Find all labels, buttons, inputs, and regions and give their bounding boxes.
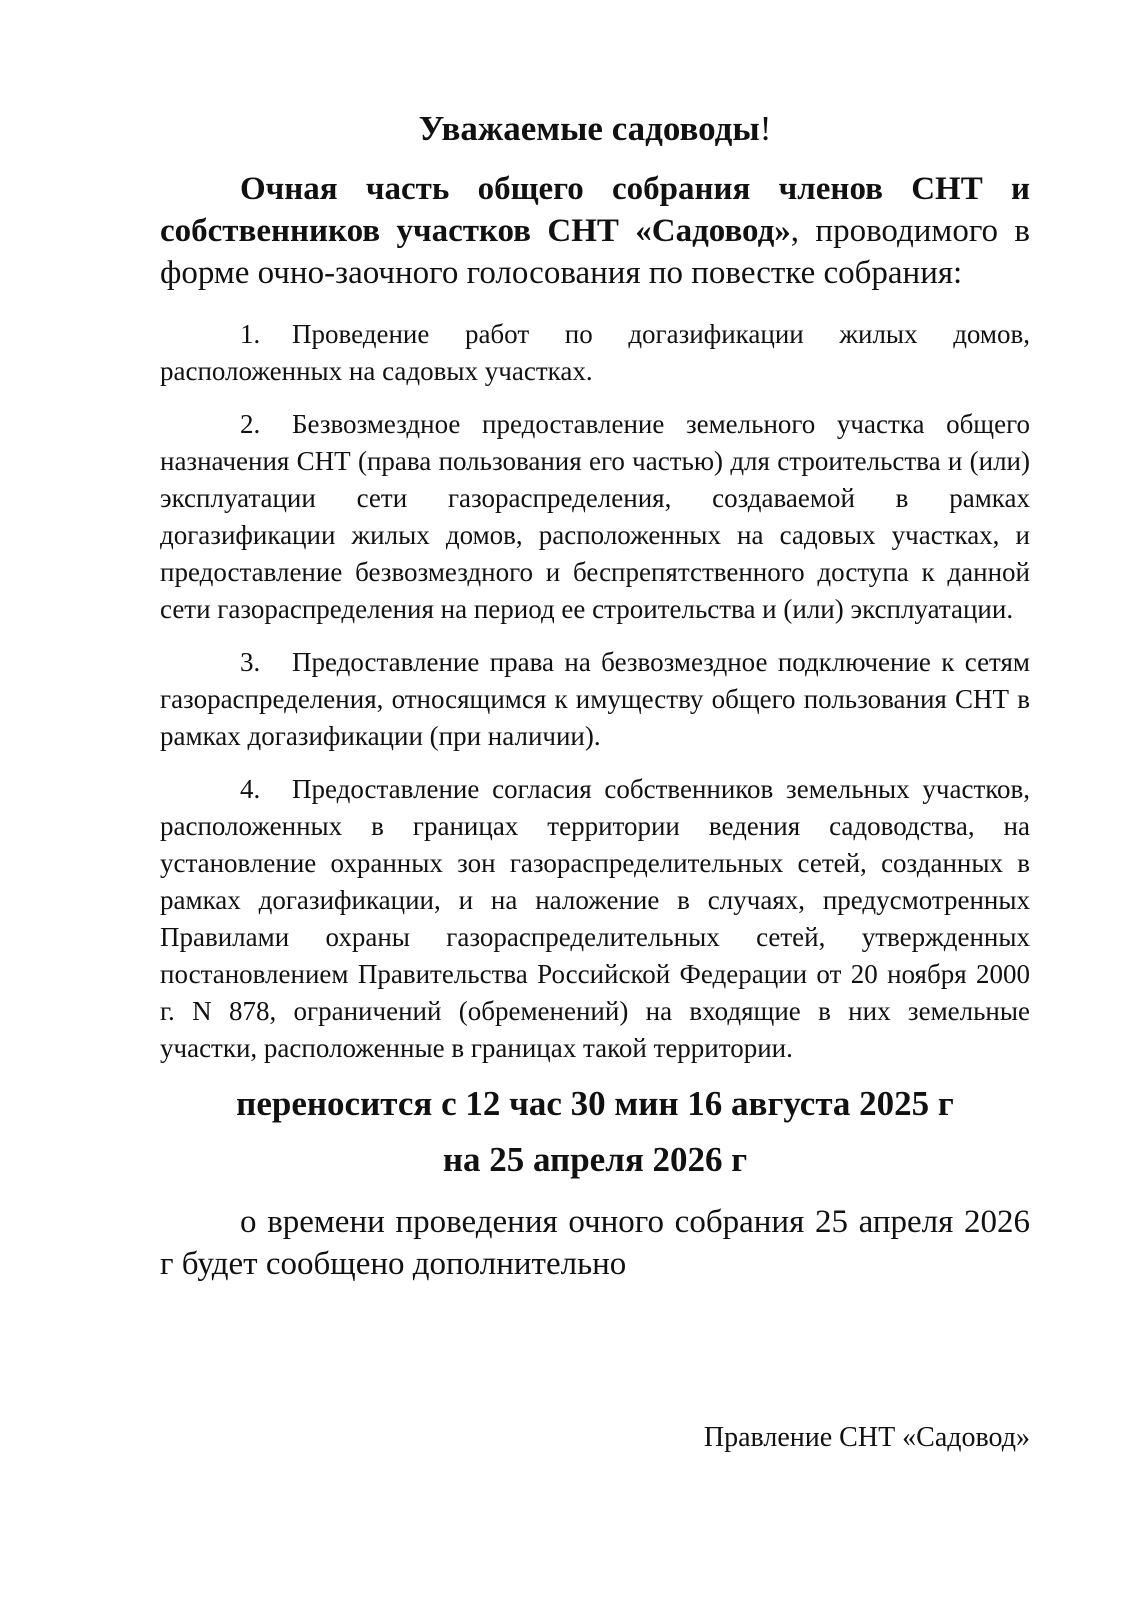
intro-bold-text: Очная часть общего собрания членов СНТ и собственников участков СНТ «Садовод»: [160, 171, 1030, 249]
greeting-text: Уважаемые садоводы: [418, 109, 760, 148]
agenda-item-4: [160, 771, 1030, 1067]
agenda-item-number: 3.: [240, 647, 261, 677]
agenda-item-text: Проведение работ по догазификации жилых домов, расположенных на садовых участках.: [160, 319, 1030, 386]
agenda-item-number: 4.: [240, 774, 261, 804]
postponed-to-line: на 25 апреля 2026 г: [442, 1140, 748, 1179]
agenda-list: [160, 316, 1030, 1067]
notice-paragraph: о времени проведения очного собрания 25 апреля 2026 г будет сообщено дополнительно: [160, 1204, 1030, 1282]
agenda-item-number: 2.: [240, 409, 261, 439]
agenda-item-text: Безвозмездное предоставление земельного участка общего назначения СНТ (права пользования его частью) для строительства и (или) эксплуатации сети газораспределения, создаваемой в рамках догазификации жилых домов, расположенных на садовых участках, и предоставление безвозмездного и беспрепятственного доступа к данной сети газораспределения на период ее строительства и (или) эксплуатации.: [160, 409, 1030, 624]
document-page: [160, 108, 1030, 1285]
greeting-heading: [160, 108, 1030, 150]
agenda-item-3: [160, 644, 1030, 755]
agenda-item-text: Предоставление права на безвозмездное подключение к сетям газораспределения, относящимся к имуществу общего пользования СНТ в рамках догазификации (при наличии).: [160, 647, 1030, 751]
agenda-item-number: 1.: [240, 319, 261, 349]
intro-paragraph: [160, 168, 1030, 294]
agenda-item-1: [160, 316, 1030, 390]
postponed-from-line: переносится с 12 час 30 мин 16 августа 2025 г: [236, 1084, 954, 1123]
signature: Правление СНТ «Садовод»: [703, 1422, 1030, 1453]
agenda-item-text: Предоставление согласия собственников земельных участков, расположенных в границах территории ведения садоводства, на установление охранных зон газораспределительных сетей, созданных в рамках догазификации, и на наложение в случаях, предусмотренных Правилами охраны газораспределительных сетей, утвержденных постановлением Правительства Российской Федерации от 20 ноября 2000 г. N 878, ограничений (обременений) на входящие в них земельные участки, расположенные в границах такой территории.: [160, 774, 1030, 1063]
agenda-item-2: [160, 406, 1030, 628]
greeting-exclamation: !: [759, 109, 772, 148]
intro-rest-text: , проводимого в форме очно-заочного голосования по повестке собрания:: [160, 213, 1030, 291]
